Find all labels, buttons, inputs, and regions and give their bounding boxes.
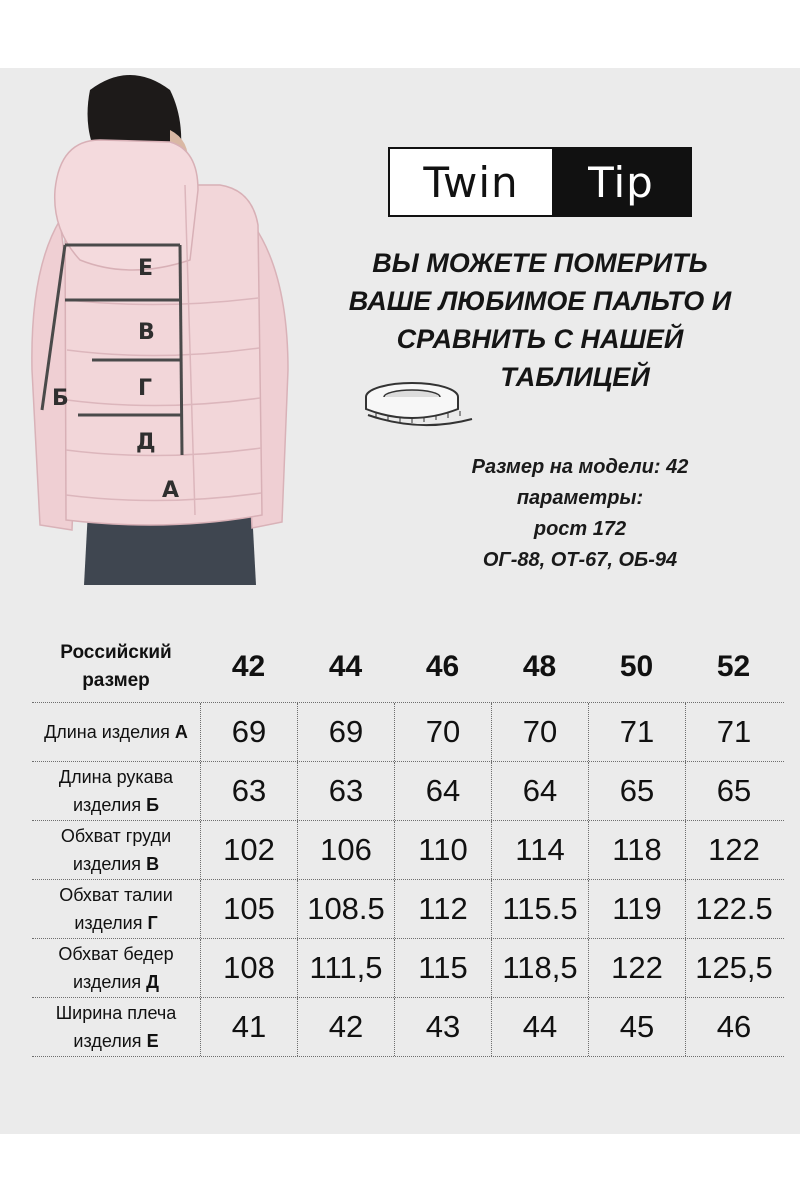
row-label: [32, 881, 200, 937]
table-row: [32, 761, 784, 820]
row-label-text: Обхват талии изделия: [59, 885, 173, 933]
table-cell: 115.5: [491, 880, 588, 938]
size-header: 44: [328, 650, 363, 683]
table-body: [32, 702, 784, 1057]
row-label: [32, 940, 200, 996]
table-cell: 112: [394, 880, 491, 938]
table-row: [32, 997, 784, 1057]
model-info-line: ОГ-88, ОТ-67, ОБ-94: [482, 549, 678, 571]
table-cell: 102: [200, 821, 297, 879]
model-info-line: параметры:: [516, 487, 644, 509]
table-cell: 65: [685, 762, 782, 820]
brand-logo: [388, 147, 692, 217]
table-cell: 69: [200, 703, 297, 761]
measure-letter-d: Д: [136, 430, 156, 455]
table-cell: 64: [394, 762, 491, 820]
table-cell: 43: [394, 998, 491, 1056]
row-label: [32, 822, 200, 878]
table-cell: 41: [200, 998, 297, 1056]
headline-line: ТАБЛИЦЕЙ: [500, 362, 650, 392]
row-label-letter: Б: [146, 795, 160, 815]
row-label-text: Обхват груди изделия: [60, 826, 172, 874]
row-label-text: Ширина плеча изделия: [55, 1003, 177, 1051]
table-cell: 118: [588, 821, 685, 879]
row-label: [32, 763, 200, 819]
table-row: [32, 820, 784, 879]
measure-letter-v: В: [138, 320, 155, 345]
table-cell: 110: [394, 821, 491, 879]
row-label: [32, 999, 200, 1055]
table-cell: 122: [588, 939, 685, 997]
jacket-illustration: [20, 70, 310, 590]
table-cell: 119: [588, 880, 685, 938]
table-cell: 70: [491, 703, 588, 761]
row-label-letter: А: [174, 722, 188, 742]
headline-line: ВАШЕ ЛЮБИМОЕ ПАЛЬТО И: [348, 286, 732, 316]
header-label-line: размер: [82, 670, 150, 691]
row-label-letter: Е: [146, 1031, 159, 1051]
header-label: [32, 639, 200, 695]
table-cell: 63: [200, 762, 297, 820]
size-header: 42: [231, 650, 266, 683]
table-cell: 70: [394, 703, 491, 761]
size-header: 46: [425, 650, 460, 683]
table-cell: 122: [685, 821, 782, 879]
table-cell: 111,5: [297, 939, 394, 997]
table-cell: 114: [491, 821, 588, 879]
table-cell: 71: [588, 703, 685, 761]
table-cell: 125,5: [685, 939, 782, 997]
measure-letter-g: Г: [138, 376, 153, 401]
header-label-line: Российский: [60, 642, 172, 663]
table-cell: 108: [200, 939, 297, 997]
size-header: 52: [716, 650, 751, 683]
headline-line: СРАВНИТЬ С НАШЕЙ: [396, 324, 684, 354]
table-cell: 63: [297, 762, 394, 820]
table-cell: 122.5: [685, 880, 782, 938]
measure-letter-b: Б: [52, 386, 69, 411]
row-label-letter: В: [146, 854, 160, 874]
table-cell: 108.5: [297, 880, 394, 938]
table-header-row: [32, 632, 784, 702]
table-row: [32, 702, 784, 761]
model-info: [360, 452, 800, 576]
table-cell: 69: [297, 703, 394, 761]
row-label-text: Длина рукава изделия: [58, 767, 174, 815]
table-cell: 44: [491, 998, 588, 1056]
table-cell: 46: [685, 998, 782, 1056]
row-label: [32, 718, 200, 746]
size-header: 48: [522, 650, 557, 683]
table-cell: 106: [297, 821, 394, 879]
brand-logo-part2: Tip: [552, 149, 690, 215]
table-cell: 105: [200, 880, 297, 938]
table-cell: 118,5: [491, 939, 588, 997]
table-row: [32, 879, 784, 938]
size-header: 50: [619, 650, 654, 683]
row-label-text: Обхват бедер изделия: [58, 944, 174, 992]
model-info-line: рост 172: [533, 518, 627, 540]
brand-logo-part1: Twin: [390, 149, 552, 215]
headline: [320, 244, 760, 396]
measuring-tape-icon: [360, 375, 480, 433]
table-cell: 65: [588, 762, 685, 820]
row-label-letter: Г: [147, 913, 158, 933]
table-row: [32, 938, 784, 997]
table-cell: 71: [685, 703, 782, 761]
table-cell: 115: [394, 939, 491, 997]
model-image: [20, 70, 310, 590]
measure-letter-a: А: [162, 478, 180, 503]
table-cell: 42: [297, 998, 394, 1056]
table-cell: 45: [588, 998, 685, 1056]
measure-letter-e: Е: [138, 256, 154, 281]
row-label-text: Длина изделия: [44, 722, 170, 742]
headline-line: ВЫ МОЖЕТЕ ПОМЕРИТЬ: [372, 248, 708, 278]
size-table: [32, 632, 784, 1057]
model-info-line: Размер на модели: 42: [471, 456, 689, 478]
table-cell: 64: [491, 762, 588, 820]
row-label-letter: Д: [146, 972, 159, 992]
